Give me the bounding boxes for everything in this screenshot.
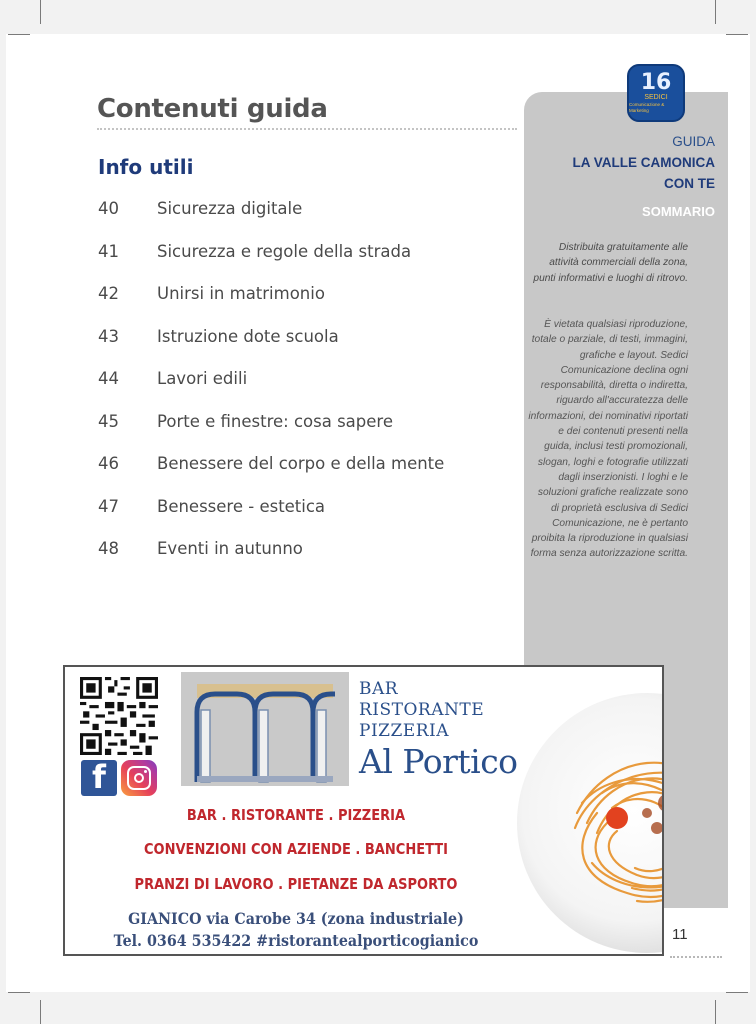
toc-page-number: 48 xyxy=(98,539,119,558)
restaurant-ad[interactable] xyxy=(63,665,664,956)
crop-mark xyxy=(715,1000,716,1024)
portico-arches-logo xyxy=(181,672,349,786)
logo-tagline: Comunicazione & Marketing xyxy=(629,102,665,113)
sidebar-heading-line2: CON TE xyxy=(663,176,715,191)
toc-item-label: Sicurezza digitale xyxy=(157,199,303,218)
toc-item-label: Lavori edili xyxy=(157,369,248,388)
crop-mark xyxy=(40,0,41,24)
toc-item-label: Sicurezza e regole della strada xyxy=(157,241,412,261)
facebook-icon[interactable]: f xyxy=(81,760,117,796)
toc-page-number: 43 xyxy=(98,326,119,346)
logo-number: 16 xyxy=(640,70,672,95)
sidebar-legal-notice: È vietata qualsiasi riproduzione, totale o parziale, di testi, immagini, grafiche e layout. Sedici Comunicazione declina ogni responsabilità, diretta o indiretta, riguardo all'accuratezza delle informazioni, dei nominativi riportati e dei contenuti presenti nella guida, inclusi testi promozionali, slogan, loghi e fotografie utilizzati dagli inserzionisti. I loghi e le soluzioni grafiche realizzate sono di proprietà esclusiva di Sedici Comunicazione, ne è pertanto proibita la riproduzione in qualsiasi forma senza autorizzazione scritta. xyxy=(528,319,688,560)
toc-page-number: 40 xyxy=(98,199,119,218)
restaurant-name-ristorante: RISTORANTE xyxy=(359,700,485,720)
restaurant-name xyxy=(359,679,518,782)
crop-mark xyxy=(8,992,30,993)
restaurant-brand: Al Portico xyxy=(359,742,518,781)
toc-item-label: Eventi in autunno xyxy=(157,539,303,558)
toc-item-label: Benessere del corpo e della mente xyxy=(157,454,445,473)
sidebar-heading xyxy=(515,152,715,194)
sidebar-distribution-note: Distribuita gratuitamente alle attività commerciali della zona, punti informativi e luoghi di ritrovo. xyxy=(533,242,688,284)
restaurant-name-pizzeria: PIZZERIA xyxy=(359,721,449,741)
page-number: 11 xyxy=(672,926,688,943)
toc-page-number: 41 xyxy=(98,241,119,261)
toc-title: Contenuti guida xyxy=(97,94,328,124)
crop-mark xyxy=(715,0,716,24)
sidebar-sommario: SOMMARIO xyxy=(642,204,715,219)
spaghetti-plate xyxy=(517,693,664,953)
crop-mark xyxy=(8,34,30,35)
toc-page-number: 45 xyxy=(98,411,119,431)
crop-mark xyxy=(40,1000,41,1024)
sedici-logo xyxy=(627,64,685,122)
toc-item-label: Porte e finestre: cosa sapere xyxy=(157,411,393,431)
ad-phone[interactable]: Tel. 0364 535422 #ristorantealporticogianico xyxy=(113,931,479,950)
toc-item-label: Benessere - estetica xyxy=(157,496,326,516)
toc-page-number: 46 xyxy=(98,454,119,473)
toc-page-number: 44 xyxy=(98,369,119,388)
ad-address: GIANICO via Carobe 34 (zona industriale) xyxy=(128,909,464,928)
ad-conventions-line: CONVENZIONI CON AZIENDE . BANCHETTI xyxy=(143,840,449,858)
logo-brand: SEDICI xyxy=(644,94,668,101)
toc-page-number: 47 xyxy=(98,496,119,516)
ad-services-line: BAR . RISTORANTE . PIZZERIA xyxy=(186,806,406,824)
sidebar-guida: GUIDA xyxy=(672,134,715,149)
section-title: Info utili xyxy=(98,155,194,179)
restaurant-name-bar: BAR xyxy=(359,679,399,699)
crop-mark xyxy=(726,34,748,35)
ad-lunch-line: PRANZI DI LAVORO . PIETANZE DA ASPORTO xyxy=(134,875,458,893)
toc-item-label: Unirsi in matrimonio xyxy=(157,284,325,303)
toc-divider xyxy=(97,128,517,130)
toc-item-label: Istruzione dote scuola xyxy=(157,326,339,346)
instagram-icon[interactable] xyxy=(121,760,157,796)
crop-mark xyxy=(726,992,748,993)
page-number-dots xyxy=(670,956,722,958)
qr-code[interactable] xyxy=(80,677,158,755)
sidebar-heading-line1: LA VALLE CAMONICA xyxy=(572,155,715,170)
toc-page-number: 42 xyxy=(98,284,119,303)
